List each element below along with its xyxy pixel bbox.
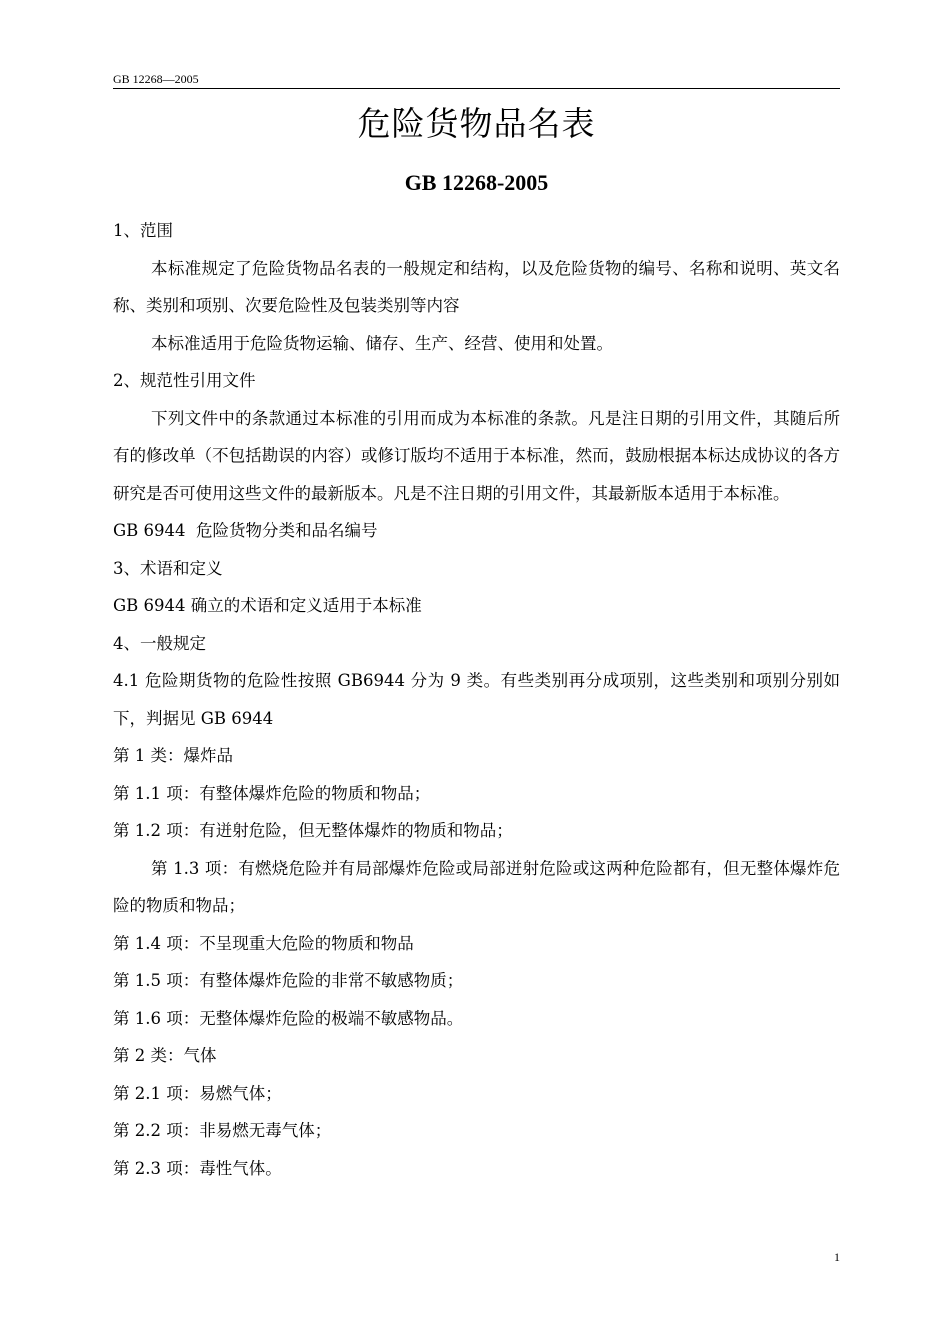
section-heading-scope: 1、范围 [113,221,173,240]
terms-paragraph: GB 6944 确立的术语和定义适用于本标准 [113,596,422,615]
division-2-3: 第 2.3 项：毒性气体。 [113,1158,282,1178]
references-paragraph: 下列文件中的条款通过本标准的引用而成为本标准的条款。凡是注日期的引用文件，其随后所有的修改单（不包括勘误的内容）或修订版均不适用于本标准，然而，鼓励根据本标达成协议的各方研究是否可使用这些文件的最新版本。凡是不注日期的引用文件，其最新版本适用于本标准。 [113,408,840,503]
division-2-2: 第 2.2 项：非易燃无毒气体； [113,1121,332,1140]
scope-paragraph-1: 本标准规定了危险货物品名表的一般规定和结构，以及危险货物的编号、名称和说明、英文名称、类别和项别、次要危险性及包装类别等内容 [113,258,840,315]
running-header: GB 12268—2005 [113,72,199,86]
clause-4-1: 4.1 危险期货物的危险性按照 GB6944 分为 9 类。有些类别再分成项别，这些类别和项别分别如下，判据见 GB 6944 [113,671,840,728]
class-2-heading: 第 2 类：气体 [113,1046,217,1065]
section-heading-general-rules: 4、一般规定 [113,633,206,653]
page-number: 1 [834,1250,840,1264]
division-2-1: 第 2.1 项：易燃气体； [113,1083,282,1103]
division-1-5: 第 1.5 项：有整体爆炸危险的非常不敏感物质； [113,971,464,990]
division-1-1: 第 1.1 项：有整体爆炸危险的物质和物品； [113,783,431,803]
reference-item: GB 6944 危险货物分类和品名编号 [113,521,378,540]
document-title: 危险货物品名表 [357,104,596,143]
section-heading-normative-references: 2、规范性引用文件 [113,371,256,390]
document-body [113,212,840,1187]
document-subtitle: GB 12268-2005 [404,170,549,195]
division-1-3: 第 1.3 项：有燃烧危险并有局部爆炸危险或局部迸射危险或这两种危险都有，但无整体爆炸危险的物质和物品； [113,858,840,915]
section-heading-terms: 3、术语和定义 [113,558,223,578]
division-1-6: 第 1.6 项：无整体爆炸危险的极端不敏感物品。 [113,1008,464,1028]
header-rule [113,88,840,89]
scope-paragraph-2: 本标准适用于危险货物运输、储存、生产、经营、使用和处置。 [151,333,613,353]
class-1-heading: 第 1 类：爆炸品 [113,746,233,765]
division-1-4: 第 1.4 项：不呈现重大危险的物质和物品 [113,933,414,953]
division-1-2: 第 1.2 项：有迸射危险，但无整体爆炸的物质和物品； [113,821,513,840]
